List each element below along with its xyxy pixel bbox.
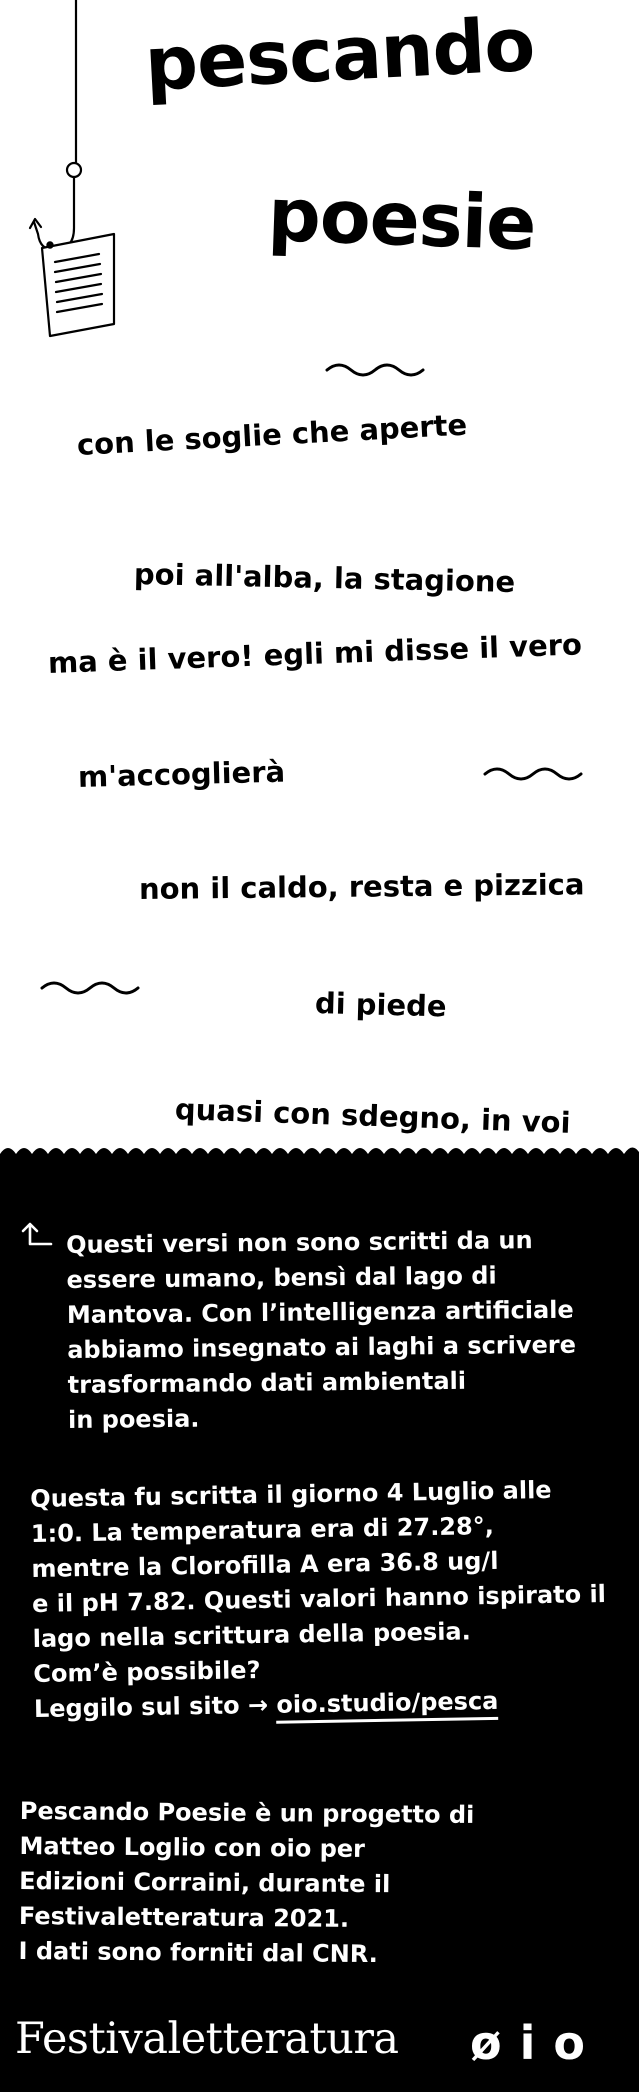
- intro-text: Questi versi non sono scritti da un essere umano, bensì dal lago di Mantova. Con l’intelligenza artificiale abbiamo insegnato ai laghi a scrivere trasformando dati ambientali in poesia.: [66, 1226, 577, 1434]
- festivaletteratura-logo: Festivaletteratura: [15, 2014, 399, 2064]
- fishing-hook-with-paper-icon: [28, 0, 123, 345]
- squiggle-icon: [325, 358, 425, 382]
- up-left-arrow-icon: [20, 1220, 54, 1250]
- poem-verse: quasi con sdegno, in voi: [174, 1092, 572, 1140]
- reading-block: [30, 1472, 619, 1727]
- credits-text: Pescando Poesie è un progetto di Matteo Loglio con oio per Edizioni Corraini, durante il Festivaletteratura 2021. I dati sono forniti dal CNR.: [18, 1796, 475, 1969]
- link-prefix: Leggilo sul sito →: [33, 1690, 277, 1723]
- title-line-2: poesie: [266, 172, 537, 268]
- oio-logo: øio: [470, 2016, 603, 2070]
- poem-verse: ma è il vero! egli mi disse il vero: [47, 627, 583, 680]
- wave-divider: [0, 1138, 639, 1158]
- reading-text: Questa fu scritta il giorno 4 Luglio alle 1:0. La temperatura era di 27.28°, mentre la Clorofilla A era 36.8 ug/l e il pH 7.82. Questi valori hanno ispirato il lago nella scrittura della poesia. Com’è possibile?: [30, 1475, 607, 1688]
- poem-verse: poi all'alba, la stagione: [133, 557, 516, 599]
- poem-verse: con le soglie che aperte: [76, 407, 468, 462]
- poem-verse: di piede: [314, 986, 448, 1024]
- squiggle-icon: [40, 976, 140, 1000]
- poem-verse: m'accoglierà: [77, 754, 286, 794]
- title-line-1: pescando: [142, 1, 537, 108]
- site-link[interactable]: oio.studio/pesca: [276, 1687, 499, 1724]
- poem-verse: non il caldo, resta e pizzica: [138, 867, 585, 906]
- squiggle-icon: [483, 762, 583, 786]
